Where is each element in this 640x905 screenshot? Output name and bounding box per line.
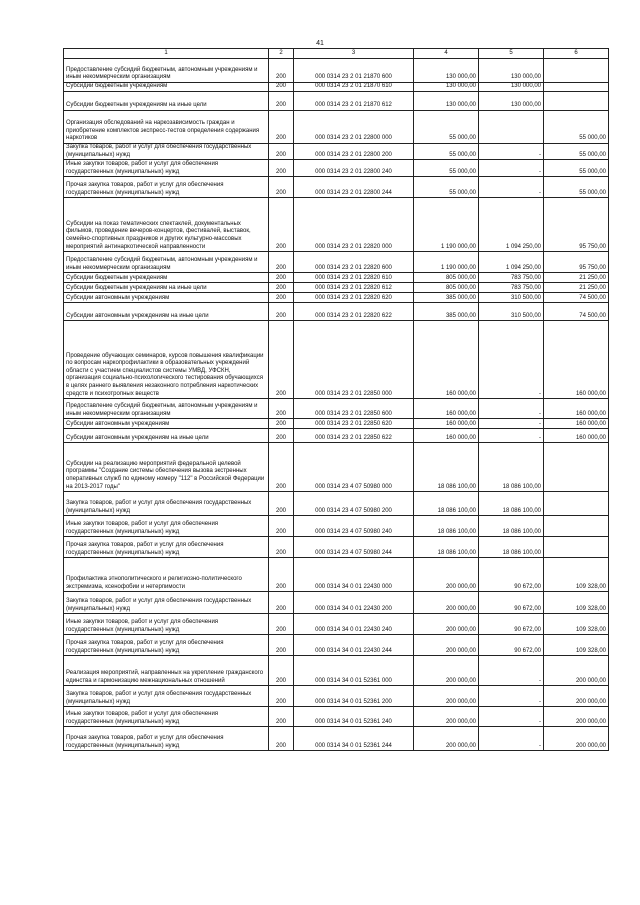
table-row	[64, 59, 609, 83]
table-row	[64, 198, 609, 252]
row-code-cell: 200	[269, 558, 294, 592]
column-header: 3	[294, 49, 414, 59]
row-name-cell: Предоставление субсидий бюджетным, автономным учреждениям и иным некоммерческим организациям	[64, 399, 269, 419]
row-classification-code-cell: 000 0314 34 0 01 22430 240	[294, 614, 414, 635]
row-classification-code-cell: 000 0314 23 4 07 50980 200	[294, 492, 414, 516]
table-body	[64, 59, 609, 751]
row-name-cell: Закупка товаров, работ и услуг для обеспечения государственных (муниципальных) нужд	[64, 492, 269, 516]
row-executed-amount-cell: 18 086 100,00	[479, 516, 544, 537]
row-name-cell: Прочая закупка товаров, работ и услуг для обеспечения государственных (муниципальных) нужд	[64, 537, 269, 558]
row-remaining-amount-cell	[544, 537, 609, 558]
row-approved-amount-cell: 18 086 100,00	[414, 537, 479, 558]
row-code-cell: 200	[269, 273, 294, 283]
row-executed-amount-cell: 90 672,00	[479, 592, 544, 614]
row-classification-code-cell: 000 0314 23 2 01 22820 622	[294, 303, 414, 321]
row-name-cell: Проведение обучающих семинаров, курсов повышения квалификации по вопросам наркопрофилактики в образовательных учреждений области с участием специалистов системы УМВД, УФСКН, организация социально-психологического тестирования обучающихся в целях раннего выявления незаконного потребления наркотических средств и психотропных веществ	[64, 321, 269, 399]
row-code-cell: 200	[269, 111, 294, 144]
table-row	[64, 177, 609, 198]
row-code-cell: 200	[269, 303, 294, 321]
row-remaining-amount-cell: 55 000,00	[544, 144, 609, 160]
budget-table	[63, 48, 609, 751]
table-row	[64, 293, 609, 303]
table-row	[64, 273, 609, 283]
row-approved-amount-cell: 130 000,00	[414, 92, 479, 111]
row-remaining-amount-cell: 95 750,00	[544, 198, 609, 252]
row-approved-amount-cell: 18 086 100,00	[414, 443, 479, 492]
table-row	[64, 558, 609, 592]
row-classification-code-cell: 000 0314 34 0 01 22430 200	[294, 592, 414, 614]
row-remaining-amount-cell: 160 000,00	[544, 419, 609, 429]
row-approved-amount-cell: 385 000,00	[414, 303, 479, 321]
row-classification-code-cell: 000 0314 23 2 01 22850 600	[294, 399, 414, 419]
row-remaining-amount-cell: 200 000,00	[544, 656, 609, 686]
row-executed-amount-cell: 130 000,00	[479, 92, 544, 111]
row-code-cell: 200	[269, 83, 294, 92]
row-classification-code-cell: 000 0314 23 2 01 22820 620	[294, 293, 414, 303]
table-row	[64, 144, 609, 160]
row-executed-amount-cell: 130 000,00	[479, 83, 544, 92]
row-executed-amount-cell: 783 750,00	[479, 273, 544, 283]
row-code-cell: 200	[269, 59, 294, 83]
column-header: 2	[269, 49, 294, 59]
table-row	[64, 443, 609, 492]
row-remaining-amount-cell	[544, 516, 609, 537]
column-header: 5	[479, 49, 544, 59]
row-executed-amount-cell: -	[479, 707, 544, 727]
row-classification-code-cell: 000 0314 23 2 01 21870 612	[294, 92, 414, 111]
row-name-cell: Реализация мероприятий, направленных на укрепление гражданского единства и гармонизацию межнациональных отношений	[64, 656, 269, 686]
row-name-cell: Субсидии автономным учреждениям на иные цели	[64, 429, 269, 443]
row-approved-amount-cell: 200 000,00	[414, 614, 479, 635]
row-code-cell: 200	[269, 177, 294, 198]
row-approved-amount-cell: 160 000,00	[414, 321, 479, 399]
row-executed-amount-cell: 90 672,00	[479, 635, 544, 656]
table-row	[64, 303, 609, 321]
row-executed-amount-cell: 1 094 250,00	[479, 252, 544, 273]
row-name-cell: Субсидии на реализацию мероприятий федеральной целевой программы "Создание системы обеспечения вызова экстренных оперативных служб по единому номеру "112" в Российской Федерации на 2013-2017 годы"	[64, 443, 269, 492]
row-approved-amount-cell: 1 190 000,00	[414, 252, 479, 273]
row-code-cell: 200	[269, 293, 294, 303]
row-classification-code-cell: 000 0314 23 2 01 22800 244	[294, 177, 414, 198]
row-classification-code-cell: 000 0314 23 2 01 22820 610	[294, 273, 414, 283]
row-approved-amount-cell: 18 086 100,00	[414, 516, 479, 537]
row-classification-code-cell: 000 0314 34 0 01 22430 244	[294, 635, 414, 656]
row-name-cell: Субсидии автономным учреждениям на иные цели	[64, 303, 269, 321]
row-remaining-amount-cell: 160 000,00	[544, 399, 609, 419]
row-code-cell: 200	[269, 656, 294, 686]
row-approved-amount-cell: 160 000,00	[414, 419, 479, 429]
row-executed-amount-cell: 18 086 100,00	[479, 443, 544, 492]
row-code-cell: 200	[269, 727, 294, 751]
row-classification-code-cell: 000 0314 34 0 01 52361 200	[294, 686, 414, 707]
row-name-cell: Закупка товаров, работ и услуг для обеспечения государственных (муниципальных) нужд	[64, 144, 269, 160]
row-name-cell: Субсидии бюджетным учреждениям	[64, 83, 269, 92]
row-approved-amount-cell: 200 000,00	[414, 635, 479, 656]
row-name-cell: Организация обследований на наркозависимость граждан и приобретение комплектов экспресс-тестов определения содержания наркотиков	[64, 111, 269, 144]
table-row	[64, 635, 609, 656]
table-row	[64, 707, 609, 727]
row-name-cell: Иные закупки товаров, работ и услуг для обеспечения государственных (муниципальных) нужд	[64, 516, 269, 537]
row-approved-amount-cell: 55 000,00	[414, 160, 479, 177]
row-name-cell: Прочая закупка товаров, работ и услуг для обеспечения государственных (муниципальных) нужд	[64, 727, 269, 751]
row-approved-amount-cell: 1 190 000,00	[414, 198, 479, 252]
row-classification-code-cell: 000 0314 23 2 01 22800 240	[294, 160, 414, 177]
row-code-cell: 200	[269, 443, 294, 492]
row-approved-amount-cell: 18 086 100,00	[414, 492, 479, 516]
row-name-cell: Субсидии бюджетным учреждениям на иные цели	[64, 283, 269, 293]
row-executed-amount-cell: 310 500,00	[479, 303, 544, 321]
row-classification-code-cell: 000 0314 23 2 01 22800 000	[294, 111, 414, 144]
row-remaining-amount-cell: 55 000,00	[544, 111, 609, 144]
row-code-cell: 200	[269, 321, 294, 399]
row-remaining-amount-cell: 109 328,00	[544, 635, 609, 656]
row-classification-code-cell: 000 0314 23 4 07 50980 240	[294, 516, 414, 537]
row-name-cell: Предоставление субсидий бюджетным, автономным учреждениям и иным некоммерческим организациям	[64, 252, 269, 273]
row-classification-code-cell: 000 0314 23 2 01 22850 622	[294, 429, 414, 443]
row-approved-amount-cell: 55 000,00	[414, 177, 479, 198]
row-code-cell: 200	[269, 537, 294, 558]
row-name-cell: Субсидии на показ тематических спектаклей, документальных фильмов, проведение вечеров-концертов, фестивалей, выставок, семейно-спортивных праздников и других культурно-массовых мероприятий антинаркотической направленности	[64, 198, 269, 252]
row-code-cell: 200	[269, 686, 294, 707]
row-code-cell: 200	[269, 160, 294, 177]
table-row	[64, 614, 609, 635]
row-code-cell: 200	[269, 252, 294, 273]
row-classification-code-cell: 000 0314 23 2 01 22820 612	[294, 283, 414, 293]
row-code-cell: 200	[269, 635, 294, 656]
table-row	[64, 492, 609, 516]
row-approved-amount-cell: 200 000,00	[414, 656, 479, 686]
row-classification-code-cell: 000 0314 23 2 01 22800 200	[294, 144, 414, 160]
row-approved-amount-cell: 200 000,00	[414, 707, 479, 727]
row-classification-code-cell: 000 0314 23 4 07 50980 000	[294, 443, 414, 492]
column-header: 1	[64, 49, 269, 59]
row-name-cell: Субсидии автономным учреждениям	[64, 419, 269, 429]
row-executed-amount-cell: -	[479, 686, 544, 707]
row-code-cell: 200	[269, 707, 294, 727]
row-remaining-amount-cell: 109 328,00	[544, 592, 609, 614]
row-approved-amount-cell: 200 000,00	[414, 558, 479, 592]
row-name-cell: Закупка товаров, работ и услуг для обеспечения государственных (муниципальных) нужд	[64, 592, 269, 614]
row-classification-code-cell: 000 0314 23 2 01 22850 620	[294, 419, 414, 429]
row-executed-amount-cell: -	[479, 419, 544, 429]
table-row	[64, 419, 609, 429]
row-remaining-amount-cell: 21 250,00	[544, 273, 609, 283]
row-name-cell: Иные закупки товаров, работ и услуг для обеспечения государственных (муниципальных) нужд	[64, 160, 269, 177]
row-executed-amount-cell: 1 094 250,00	[479, 198, 544, 252]
row-executed-amount-cell: -	[479, 321, 544, 399]
table-row	[64, 111, 609, 144]
row-remaining-amount-cell: 55 000,00	[544, 177, 609, 198]
table-row	[64, 656, 609, 686]
row-executed-amount-cell: 130 000,00	[479, 59, 544, 83]
table-row	[64, 429, 609, 443]
row-remaining-amount-cell: 95 750,00	[544, 252, 609, 273]
row-remaining-amount-cell: 21 250,00	[544, 283, 609, 293]
row-approved-amount-cell: 805 000,00	[414, 273, 479, 283]
row-approved-amount-cell: 160 000,00	[414, 429, 479, 443]
table-row	[64, 399, 609, 419]
row-remaining-amount-cell	[544, 59, 609, 83]
row-executed-amount-cell: -	[479, 144, 544, 160]
row-approved-amount-cell: 55 000,00	[414, 111, 479, 144]
row-code-cell: 200	[269, 283, 294, 293]
row-code-cell: 200	[269, 614, 294, 635]
row-classification-code-cell: 000 0314 23 2 01 22820 600	[294, 252, 414, 273]
row-name-cell: Иные закупки товаров, работ и услуг для обеспечения государственных (муниципальных) нужд	[64, 707, 269, 727]
row-remaining-amount-cell	[544, 92, 609, 111]
row-code-cell: 200	[269, 144, 294, 160]
row-executed-amount-cell: 18 086 100,00	[479, 492, 544, 516]
row-classification-code-cell: 000 0314 34 0 01 52361 244	[294, 727, 414, 751]
table-row	[64, 516, 609, 537]
row-code-cell: 200	[269, 92, 294, 111]
row-classification-code-cell: 000 0314 23 2 01 22850 000	[294, 321, 414, 399]
row-remaining-amount-cell: 109 328,00	[544, 558, 609, 592]
row-executed-amount-cell: 18 086 100,00	[479, 537, 544, 558]
row-approved-amount-cell: 200 000,00	[414, 727, 479, 751]
row-remaining-amount-cell: 200 000,00	[544, 707, 609, 727]
table-row	[64, 321, 609, 399]
row-remaining-amount-cell	[544, 443, 609, 492]
column-header: 6	[544, 49, 609, 59]
row-code-cell: 200	[269, 516, 294, 537]
row-name-cell: Прочая закупка товаров, работ и услуг для обеспечения государственных (муниципальных) нужд	[64, 635, 269, 656]
row-classification-code-cell: 000 0314 34 0 01 52361 000	[294, 656, 414, 686]
row-name-cell: Иные закупки товаров, работ и услуг для обеспечения государственных (муниципальных) нужд	[64, 614, 269, 635]
row-remaining-amount-cell: 74 500,00	[544, 303, 609, 321]
row-approved-amount-cell: 200 000,00	[414, 686, 479, 707]
table-row	[64, 727, 609, 751]
row-executed-amount-cell: -	[479, 399, 544, 419]
row-approved-amount-cell: 130 000,00	[414, 83, 479, 92]
row-executed-amount-cell: 310 500,00	[479, 293, 544, 303]
row-code-cell: 200	[269, 492, 294, 516]
table-row	[64, 592, 609, 614]
row-classification-code-cell: 000 0314 23 2 01 21870 600	[294, 59, 414, 83]
row-remaining-amount-cell: 160 000,00	[544, 429, 609, 443]
row-code-cell: 200	[269, 419, 294, 429]
row-executed-amount-cell: 90 672,00	[479, 558, 544, 592]
row-classification-code-cell: 000 0314 23 4 07 50980 244	[294, 537, 414, 558]
row-approved-amount-cell: 805 000,00	[414, 283, 479, 293]
row-executed-amount-cell: -	[479, 429, 544, 443]
row-name-cell: Субсидии автономным учреждениям	[64, 293, 269, 303]
row-remaining-amount-cell: 200 000,00	[544, 727, 609, 751]
row-approved-amount-cell: 160 000,00	[414, 399, 479, 419]
row-code-cell: 200	[269, 399, 294, 419]
row-classification-code-cell: 000 0314 34 0 01 52361 240	[294, 707, 414, 727]
row-name-cell: Профилактика этнополитического и религиозно-политического экстремизма, ксенофобии и нетерпимости	[64, 558, 269, 592]
row-executed-amount-cell: -	[479, 177, 544, 198]
row-remaining-amount-cell: 160 000,00	[544, 321, 609, 399]
row-remaining-amount-cell: 55 000,00	[544, 160, 609, 177]
row-executed-amount-cell: -	[479, 656, 544, 686]
row-classification-code-cell: 000 0314 23 2 01 22820 000	[294, 198, 414, 252]
row-approved-amount-cell: 385 000,00	[414, 293, 479, 303]
row-executed-amount-cell	[479, 111, 544, 144]
row-code-cell: 200	[269, 592, 294, 614]
row-remaining-amount-cell	[544, 492, 609, 516]
row-classification-code-cell: 000 0314 34 0 01 22430 000	[294, 558, 414, 592]
column-header: 4	[414, 49, 479, 59]
table-row	[64, 252, 609, 273]
row-remaining-amount-cell	[544, 83, 609, 92]
row-remaining-amount-cell: 109 328,00	[544, 614, 609, 635]
row-approved-amount-cell: 55 000,00	[414, 144, 479, 160]
row-name-cell: Субсидии бюджетным учреждениям на иные цели	[64, 92, 269, 111]
row-code-cell: 200	[269, 429, 294, 443]
row-executed-amount-cell: 90 672,00	[479, 614, 544, 635]
table-row	[64, 83, 609, 92]
table-row	[64, 686, 609, 707]
row-name-cell: Закупка товаров, работ и услуг для обеспечения государственных (муниципальных) нужд	[64, 686, 269, 707]
table-row	[64, 283, 609, 293]
row-executed-amount-cell: 783 750,00	[479, 283, 544, 293]
table-row	[64, 160, 609, 177]
row-classification-code-cell: 000 0314 23 2 01 21870 610	[294, 83, 414, 92]
row-remaining-amount-cell: 74 500,00	[544, 293, 609, 303]
table-row	[64, 537, 609, 558]
row-code-cell: 200	[269, 198, 294, 252]
row-name-cell: Субсидии бюджетным учреждениям	[64, 273, 269, 283]
row-executed-amount-cell: -	[479, 727, 544, 751]
table-header-row	[64, 49, 609, 59]
row-name-cell: Предоставление субсидий бюджетным, автономным учреждениям и иным некоммерческим организациям	[64, 59, 269, 83]
row-approved-amount-cell: 130 000,00	[414, 59, 479, 83]
row-approved-amount-cell: 200 000,00	[414, 592, 479, 614]
row-name-cell: Прочая закупка товаров, работ и услуг для обеспечения государственных (муниципальных) нужд	[64, 177, 269, 198]
row-remaining-amount-cell: 200 000,00	[544, 686, 609, 707]
page-number: 41	[316, 40, 324, 47]
row-executed-amount-cell: -	[479, 160, 544, 177]
table-row	[64, 92, 609, 111]
